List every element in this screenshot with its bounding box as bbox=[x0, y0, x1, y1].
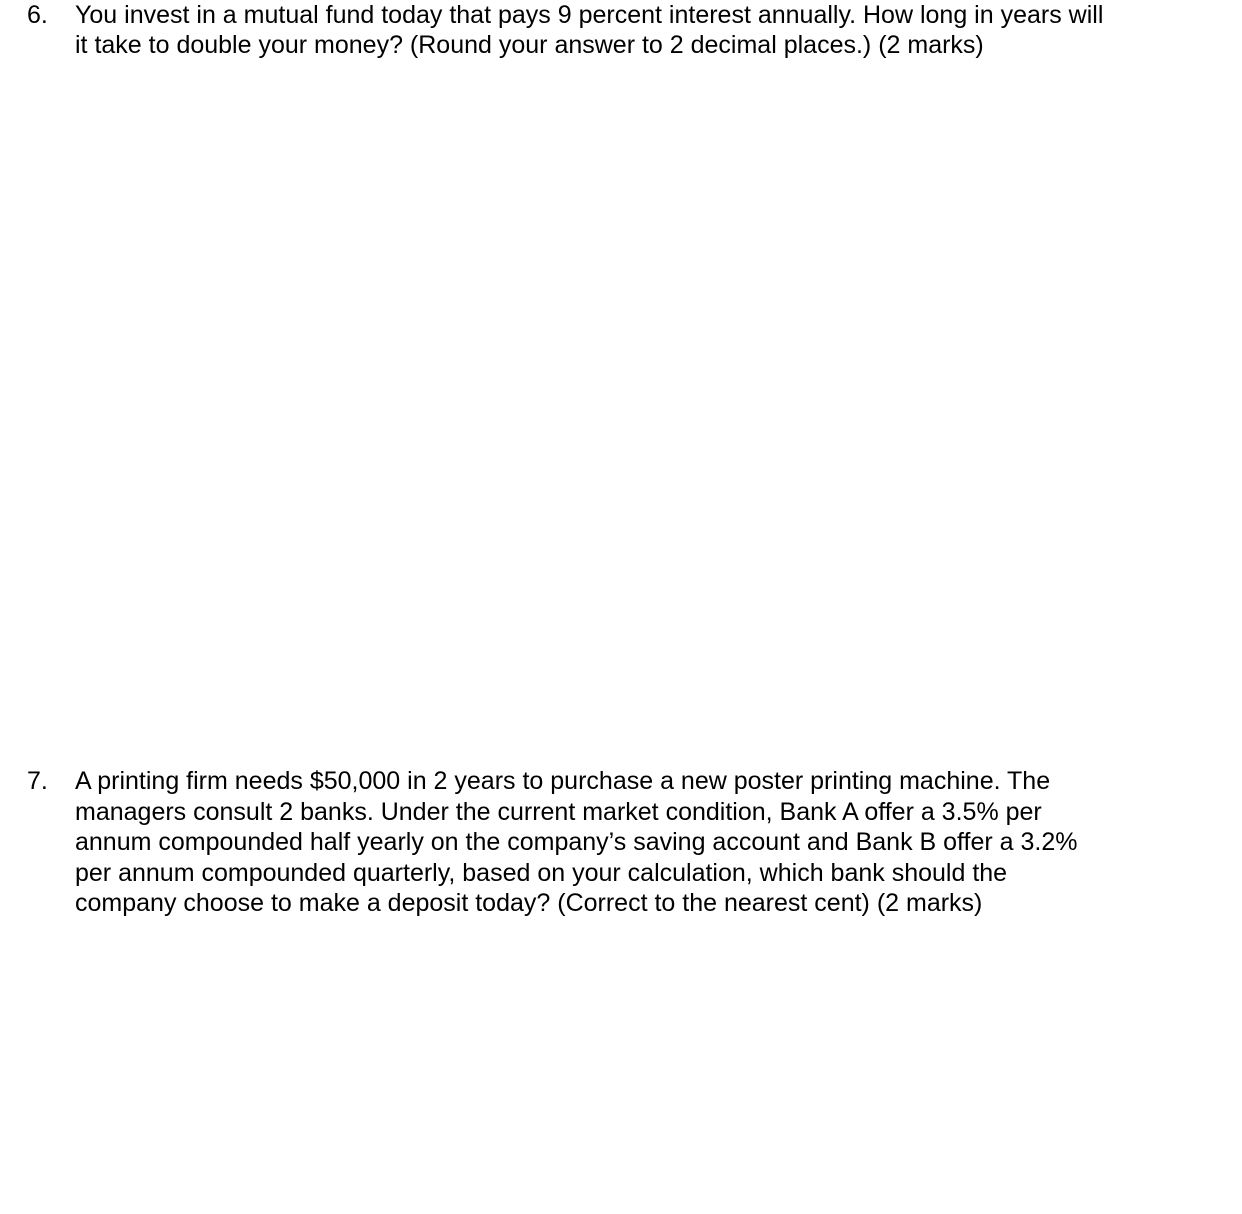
question-6-line-2: it take to double your money? (Round your answer to 2 decimal places.) (2 marks) bbox=[75, 31, 984, 59]
question-7-line-5: company choose to make a deposit today? (Correct to the nearest cent) (2 marks) bbox=[75, 889, 983, 917]
question-6-number: 6. bbox=[27, 1, 48, 29]
question-6-line-1: You invest in a mutual fund today that pays 9 percent interest annually. How long in years will bbox=[75, 1, 1104, 29]
question-7-line-2: managers consult 2 banks. Under the current market condition, Bank A offer a 3.5% per bbox=[75, 797, 1042, 826]
question-7-line-1: A printing firm needs $50,000 in 2 years to purchase a new poster printing machine. The bbox=[75, 767, 1051, 795]
question-7-line-4: per annum compounded quarterly, based on your calculation, which bank should the bbox=[75, 858, 1008, 887]
question-7-number: 7. bbox=[27, 767, 48, 795]
question-7-line-3: annum compounded half yearly on the company’s saving account and Bank B offer a 3.2% bbox=[75, 828, 1078, 856]
